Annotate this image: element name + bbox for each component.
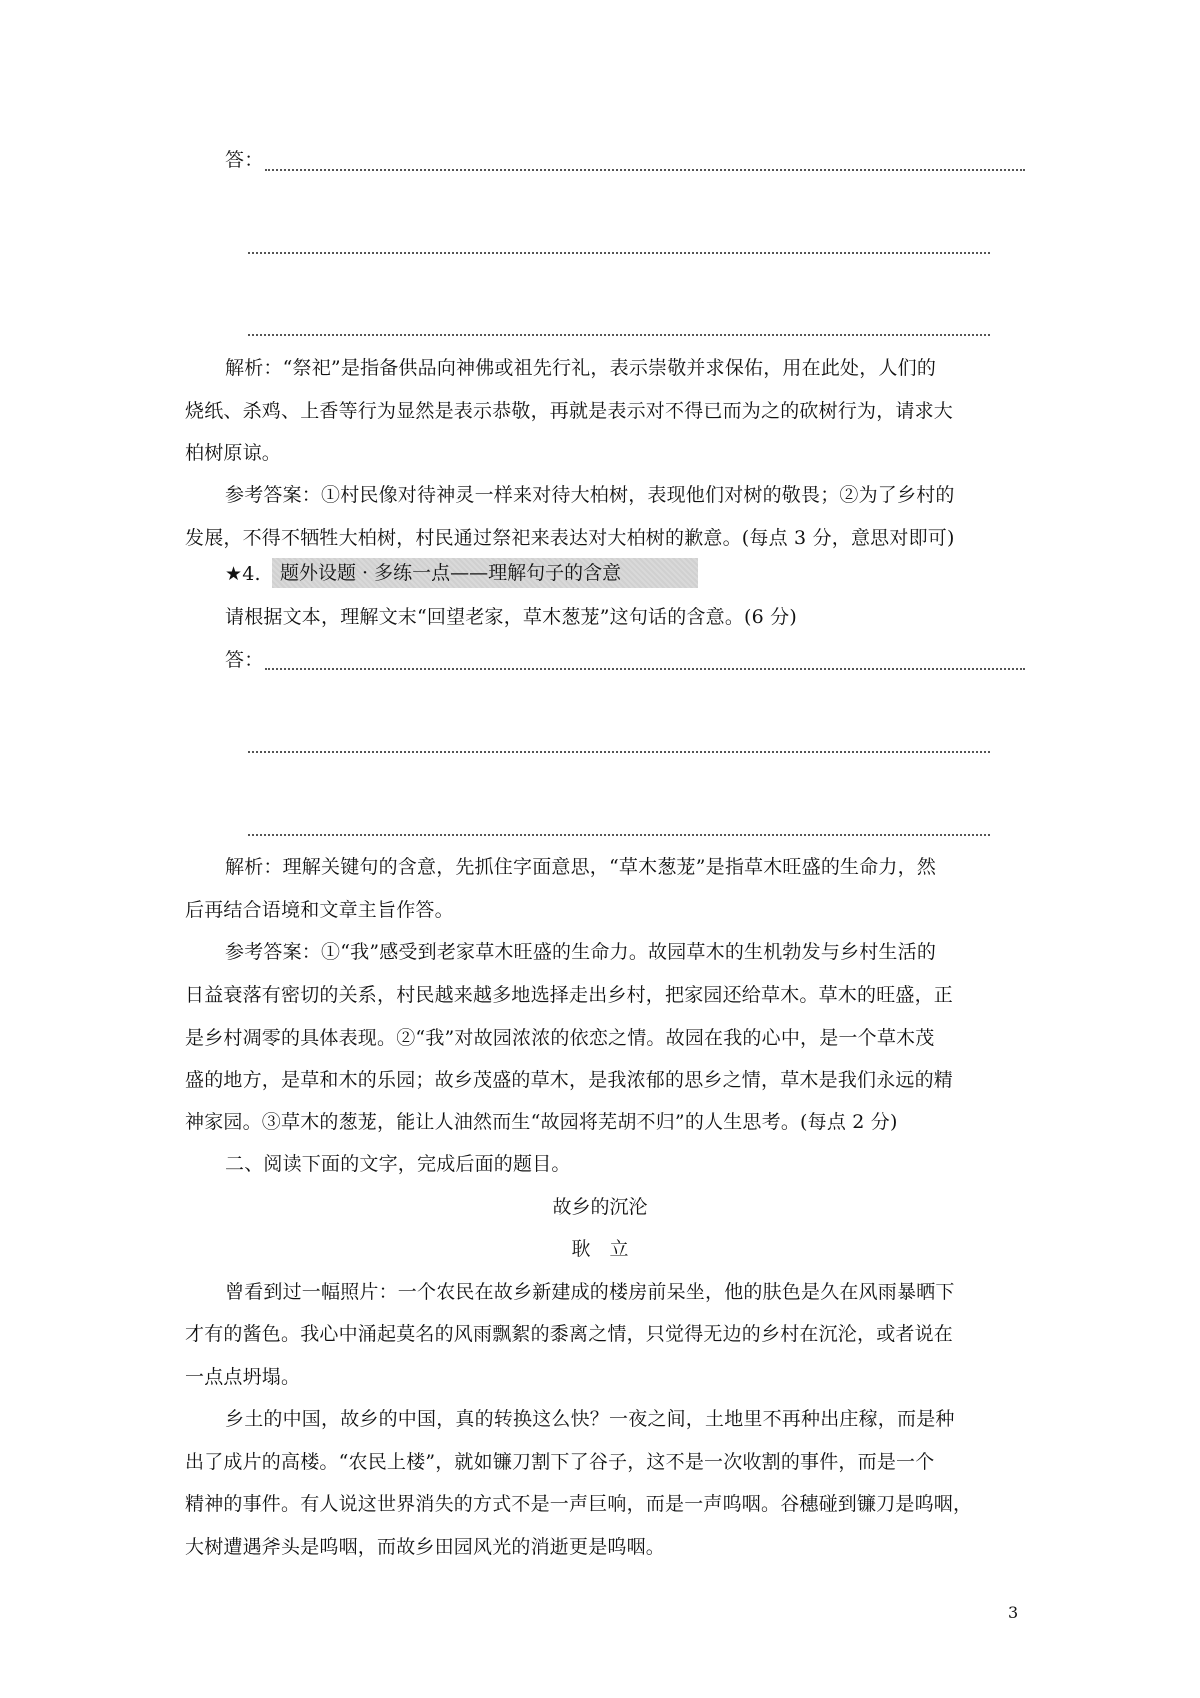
- answer-line[interactable]: [248, 252, 990, 254]
- analysis-line: 后再结合语境和文章主旨作答。: [185, 899, 454, 921]
- answer-line[interactable]: [248, 834, 990, 836]
- answer-label: 答：: [225, 149, 264, 171]
- paragraph-line: 大树遭遇斧头是呜咽，而故乡田园风光的消逝更是呜咽。: [185, 1536, 666, 1558]
- answer-line[interactable]: [265, 668, 1025, 670]
- analysis-line: 解析：“祭祀”是指备供品向神佛或祖先行礼，表示崇敬并求保佑，用在此处，人们的: [225, 357, 937, 379]
- analysis-line: 解析：理解关键句的含意，先抓住字面意思，“草木葱茏”是指草木旺盛的生命力，然: [225, 856, 937, 878]
- question-title: 题外设题 · 多练一点——理解句子的含意: [280, 562, 622, 584]
- analysis-line: 烧纸、杀鸡、上香等行为显然是表示恭敬，再就是表示对不得已而为之的砍树行为，请求大: [185, 400, 954, 422]
- paragraph-line: 出了成片的高楼。“农民上楼”，就如镰刀割下了谷子，这不是一次收割的事件，而是一个: [185, 1451, 935, 1473]
- question-prompt: 请根据文本，理解文末“回望老家，草木葱茏”这句话的含意。(6 分): [225, 606, 797, 628]
- reference-answer-line: 是乡村凋零的具体表现。②“我”对故园浓浓的依恋之情。故园在我的心中，是一个草木茂: [185, 1027, 935, 1049]
- reference-answer-line: 参考答案：①“我”感受到老家草木旺盛的生命力。故园草木的生机勃发与乡村生活的: [225, 941, 937, 963]
- paragraph-line: 曾看到过一幅照片：一个农民在故乡新建成的楼房前呆坐，他的肤色是久在风雨暴晒下: [225, 1281, 955, 1303]
- reference-answer-line: 日益衰落有密切的关系，村民越来越多地选择走出乡村，把家园还给草木。草木的旺盛，正: [185, 984, 954, 1006]
- reference-answer-line: 盛的地方，是草和木的乐园；故乡茂盛的草木，是我浓郁的思乡之情，草木是我们永远的精: [185, 1069, 954, 1091]
- question-title-box: [272, 558, 698, 588]
- answer-line[interactable]: [265, 169, 1025, 171]
- question-number: ★4.: [225, 563, 261, 585]
- reference-answer-line: 神家园。③草木的葱茏，能让人油然而生“故园将芜胡不归”的人生思考。(每点 2 分): [185, 1111, 898, 1133]
- answer-label: 答：: [225, 649, 264, 671]
- section-heading: 二、阅读下面的文字，完成后面的题目。: [225, 1153, 571, 1175]
- article-author: 耿 立: [571, 1238, 629, 1260]
- reference-answer-line: 发展，不得不牺牲大柏树，村民通过祭祀来表达对大柏树的歉意。(每点 3 分，意思对即可): [185, 527, 955, 549]
- reference-answer-line: 参考答案：①村民像对待神灵一样来对待大柏树，表现他们对树的敬畏；②为了乡村的: [225, 484, 955, 506]
- paragraph-line: 乡土的中国，故乡的中国，真的转换这么快？一夜之间，土地里不再种出庄稼，而是种: [225, 1408, 955, 1430]
- paragraph-line: 才有的酱色。我心中涌起莫名的风雨飘絮的黍离之情，只觉得无边的乡村在沉沦，或者说在: [185, 1323, 954, 1345]
- answer-line[interactable]: [248, 751, 990, 753]
- page-number: 3: [1008, 1603, 1019, 1622]
- paragraph-line: 一点点坍塌。: [185, 1366, 301, 1388]
- answer-line[interactable]: [248, 334, 990, 336]
- article-title: 故乡的沉沦: [552, 1196, 648, 1218]
- analysis-line: 柏树原谅。: [185, 442, 282, 464]
- paragraph-line: 精神的事件。有人说这世界消失的方式不是一声巨响，而是一声呜咽。谷穗碰到镰刀是呜咽，: [185, 1493, 973, 1515]
